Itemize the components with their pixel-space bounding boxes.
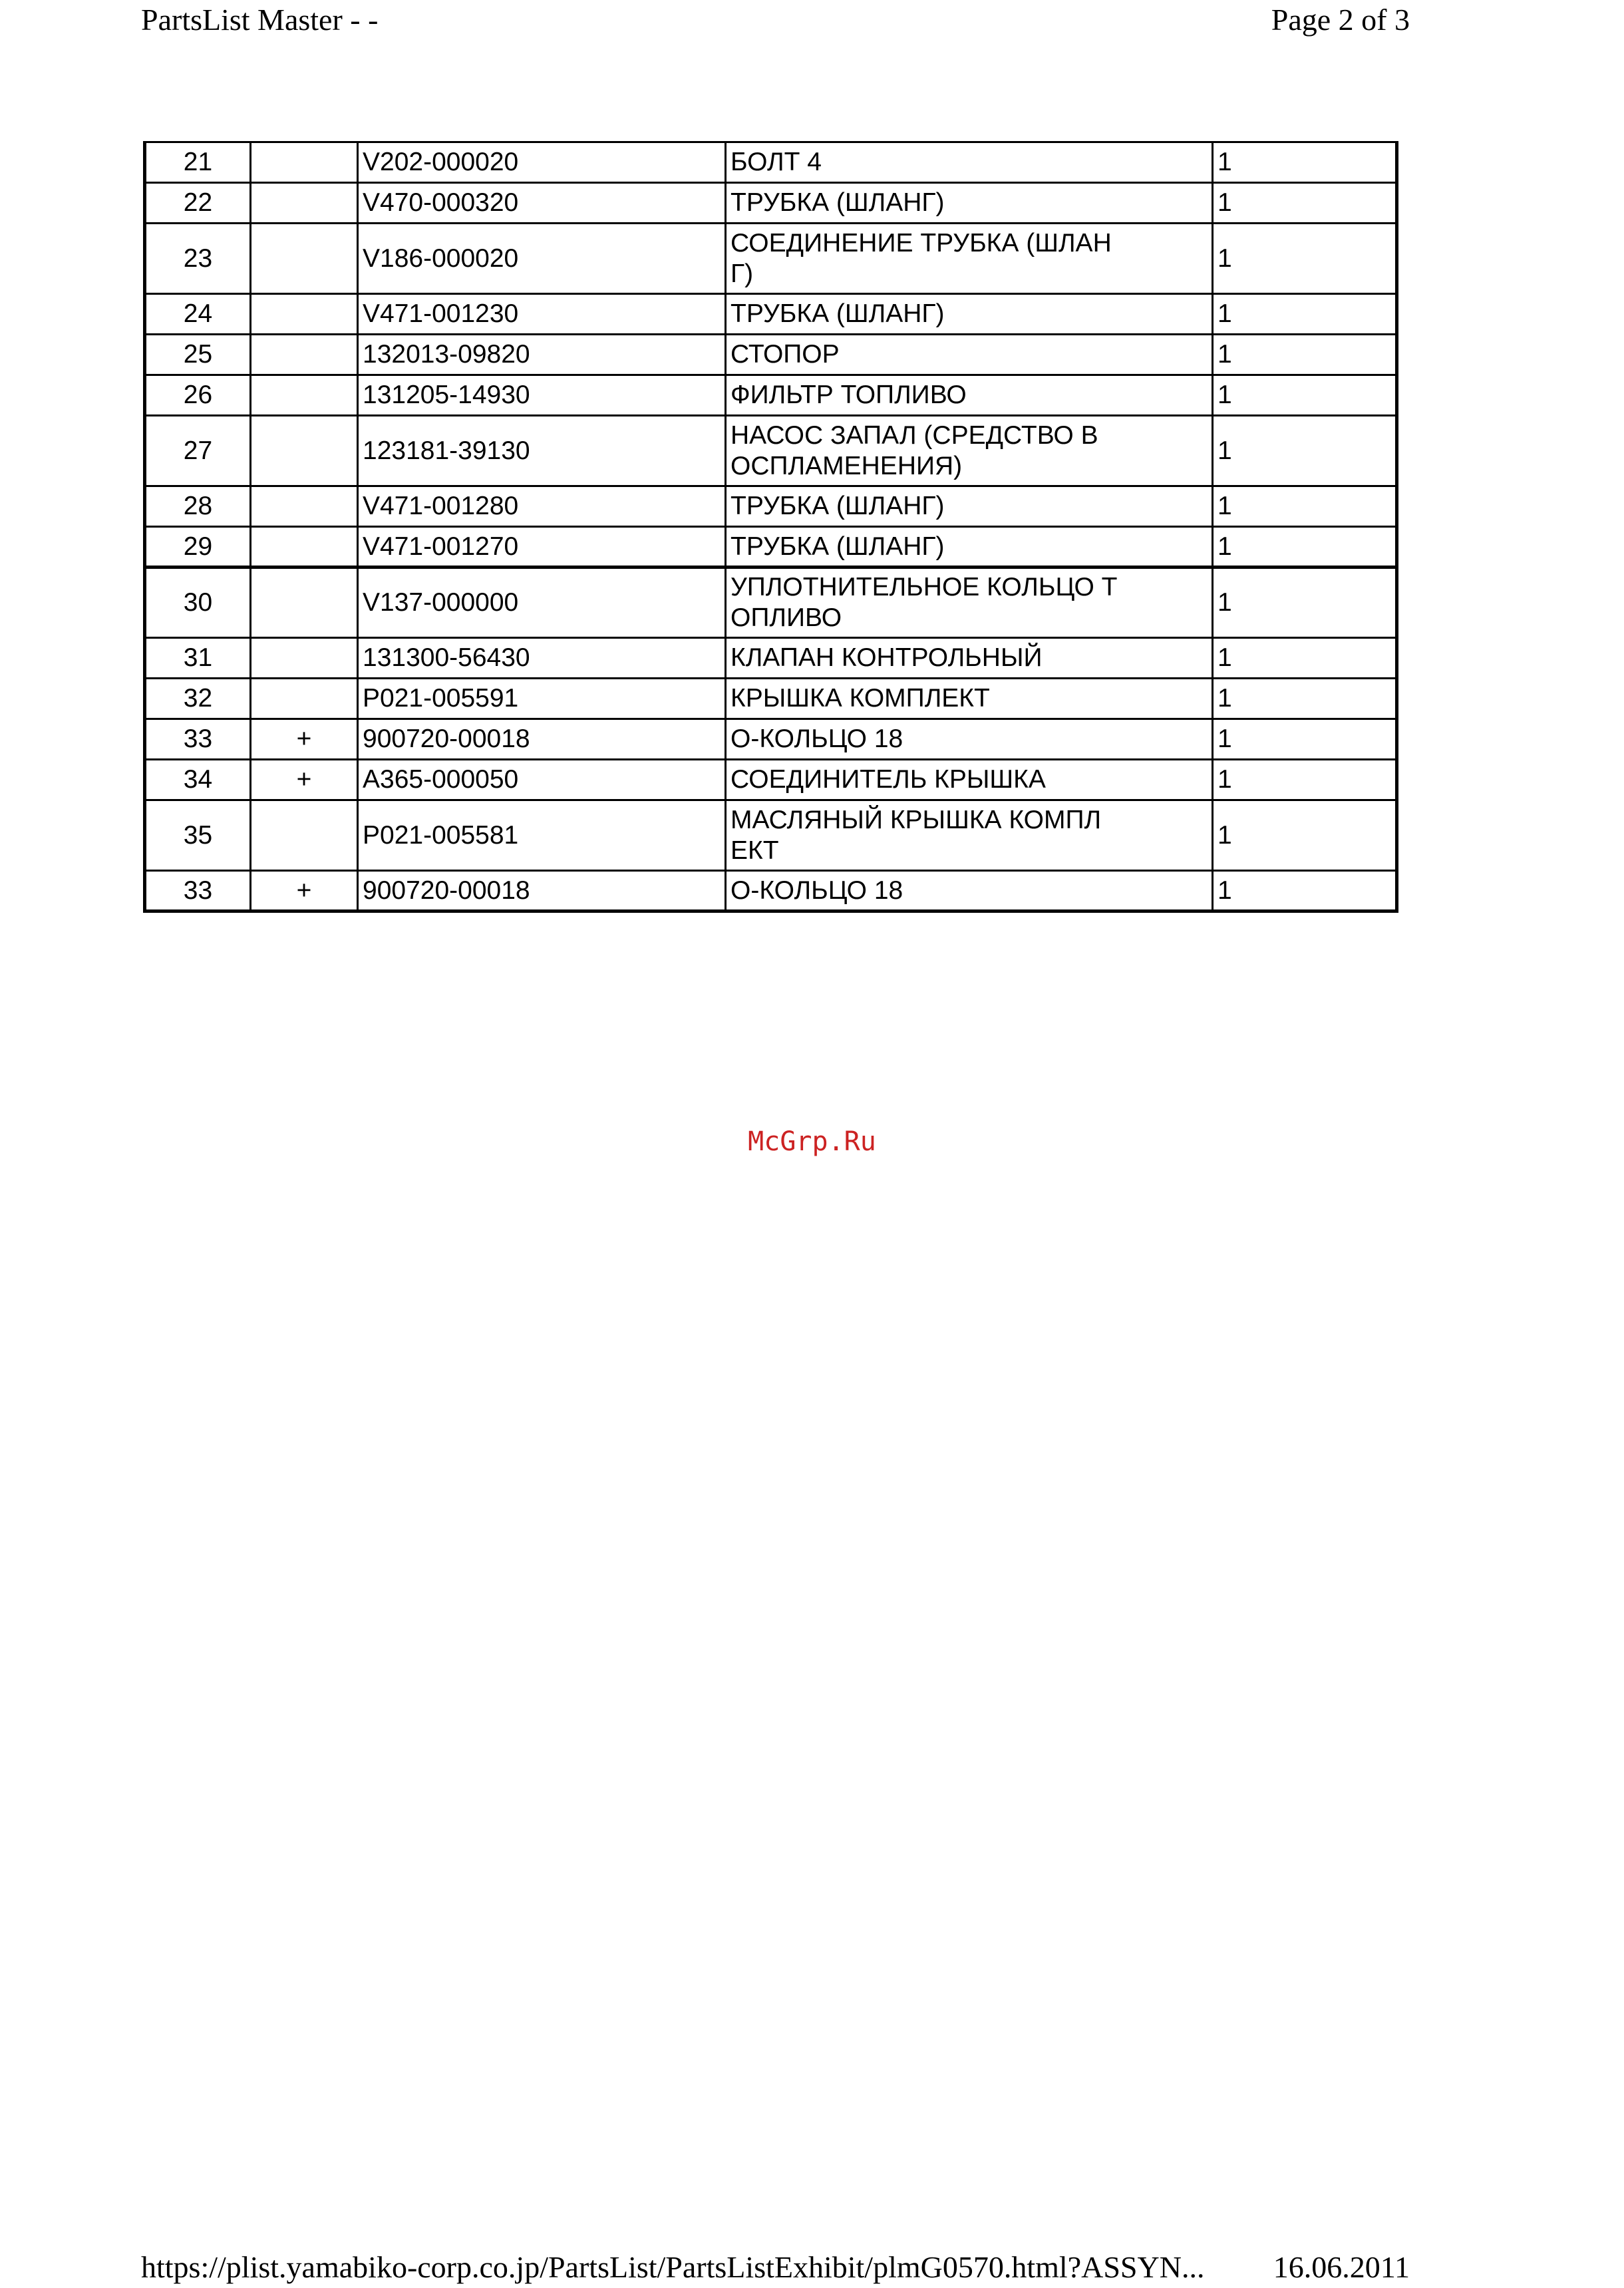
item-number: 34 — [145, 760, 251, 800]
table-row — [145, 294, 1397, 335]
sub-item-mark — [251, 294, 358, 335]
part-number: V471-001230 — [358, 294, 726, 335]
sub-item-mark — [251, 335, 358, 375]
table-row — [145, 719, 1397, 760]
part-description: НАСОС ЗАПАЛ (СРЕДСТВО В ОСПЛАМЕНЕНИЯ) — [726, 416, 1213, 486]
quantity: 1 — [1213, 224, 1397, 294]
sub-item-mark — [251, 800, 358, 871]
table-row — [145, 486, 1397, 527]
table-row — [145, 224, 1397, 294]
page-indicator: Page 2 of 3 — [1271, 3, 1410, 37]
part-number: 900720-00018 — [358, 719, 726, 760]
quantity: 1 — [1213, 679, 1397, 719]
part-number: P021-005591 — [358, 679, 726, 719]
part-number: 123181-39130 — [358, 416, 726, 486]
part-number: 131300-56430 — [358, 638, 726, 679]
quantity: 1 — [1213, 416, 1397, 486]
part-number: A365-000050 — [358, 760, 726, 800]
item-number: 24 — [145, 294, 251, 335]
parts-table — [143, 141, 1398, 913]
table-row — [145, 527, 1397, 568]
item-number: 25 — [145, 335, 251, 375]
item-number: 33 — [145, 871, 251, 911]
table-row — [145, 679, 1397, 719]
item-number: 31 — [145, 638, 251, 679]
quantity: 1 — [1213, 142, 1397, 183]
part-description: БОЛТ 4 — [726, 142, 1213, 183]
part-number: P021-005581 — [358, 800, 726, 871]
table-row — [145, 416, 1397, 486]
sub-item-mark — [251, 486, 358, 527]
document-title: PartsList Master - - — [141, 3, 379, 37]
part-description: КРЫШКА КОМПЛЕКТ — [726, 679, 1213, 719]
quantity: 1 — [1213, 638, 1397, 679]
quantity: 1 — [1213, 294, 1397, 335]
part-description: УПЛОТНИТЕЛЬНОЕ КОЛЬЦО Т ОПЛИВО — [726, 568, 1213, 638]
part-description: ТРУБКА (ШЛАНГ) — [726, 486, 1213, 527]
part-number: 900720-00018 — [358, 871, 726, 911]
item-number: 22 — [145, 183, 251, 224]
part-description: ТРУБКА (ШЛАНГ) — [726, 183, 1213, 224]
sub-item-mark — [251, 183, 358, 224]
part-description: О-КОЛЬЦО 18 — [726, 719, 1213, 760]
sub-item-mark — [251, 416, 358, 486]
sub-item-mark — [251, 568, 358, 638]
quantity: 1 — [1213, 375, 1397, 416]
part-description: ФИЛЬТР ТОПЛИВО — [726, 375, 1213, 416]
part-description: ТРУБКА (ШЛАНГ) — [726, 527, 1213, 568]
item-number: 23 — [145, 224, 251, 294]
part-description: СОЕДИНЕНИЕ ТРУБКА (ШЛАН Г) — [726, 224, 1213, 294]
part-description: МАСЛЯНЫЙ КРЫШКА КОМПЛ ЕКТ — [726, 800, 1213, 871]
sub-item-mark — [251, 679, 358, 719]
part-number: V186-000020 — [358, 224, 726, 294]
sub-item-mark — [251, 375, 358, 416]
part-number: V202-000020 — [358, 142, 726, 183]
table-row — [145, 375, 1397, 416]
sub-item-mark — [251, 142, 358, 183]
part-number: V137-000000 — [358, 568, 726, 638]
quantity: 1 — [1213, 719, 1397, 760]
watermark: McGrp.Ru — [748, 1126, 876, 1157]
sub-item-mark — [251, 527, 358, 568]
part-description: ТРУБКА (ШЛАНГ) — [726, 294, 1213, 335]
table-row — [145, 638, 1397, 679]
sub-item-mark — [251, 638, 358, 679]
quantity: 1 — [1213, 527, 1397, 568]
table-row — [145, 335, 1397, 375]
sub-item-mark — [251, 224, 358, 294]
item-number: 27 — [145, 416, 251, 486]
part-number: 131205-14930 — [358, 375, 726, 416]
item-number: 29 — [145, 527, 251, 568]
sub-item-mark: + — [251, 719, 358, 760]
quantity: 1 — [1213, 871, 1397, 911]
quantity: 1 — [1213, 486, 1397, 527]
sub-item-mark: + — [251, 760, 358, 800]
item-number: 21 — [145, 142, 251, 183]
part-description: СТОПОР — [726, 335, 1213, 375]
table-row — [145, 568, 1397, 638]
part-description: КЛАПАН КОНТРОЛЬНЫЙ — [726, 638, 1213, 679]
quantity: 1 — [1213, 183, 1397, 224]
table-row — [145, 183, 1397, 224]
source-url: https://plist.yamabiko-corp.co.jp/PartsList/PartsListExhibit/plmG0570.html?ASSYN... — [141, 2250, 1205, 2284]
table-row — [145, 142, 1397, 183]
table-row — [145, 800, 1397, 871]
item-number: 32 — [145, 679, 251, 719]
item-number: 28 — [145, 486, 251, 527]
part-description: О-КОЛЬЦО 18 — [726, 871, 1213, 911]
table-row — [145, 760, 1397, 800]
part-number: V471-001270 — [358, 527, 726, 568]
item-number: 35 — [145, 800, 251, 871]
part-number: V470-000320 — [358, 183, 726, 224]
sub-item-mark: + — [251, 871, 358, 911]
quantity: 1 — [1213, 800, 1397, 871]
quantity: 1 — [1213, 568, 1397, 638]
part-description: СОЕДИНИТЕЛЬ КРЫШКА — [726, 760, 1213, 800]
item-number: 26 — [145, 375, 251, 416]
item-number: 30 — [145, 568, 251, 638]
part-number: V471-001280 — [358, 486, 726, 527]
quantity: 1 — [1213, 335, 1397, 375]
part-number: 132013-09820 — [358, 335, 726, 375]
print-date: 16.06.2011 — [1273, 2250, 1410, 2284]
table-row — [145, 871, 1397, 911]
quantity: 1 — [1213, 760, 1397, 800]
item-number: 33 — [145, 719, 251, 760]
